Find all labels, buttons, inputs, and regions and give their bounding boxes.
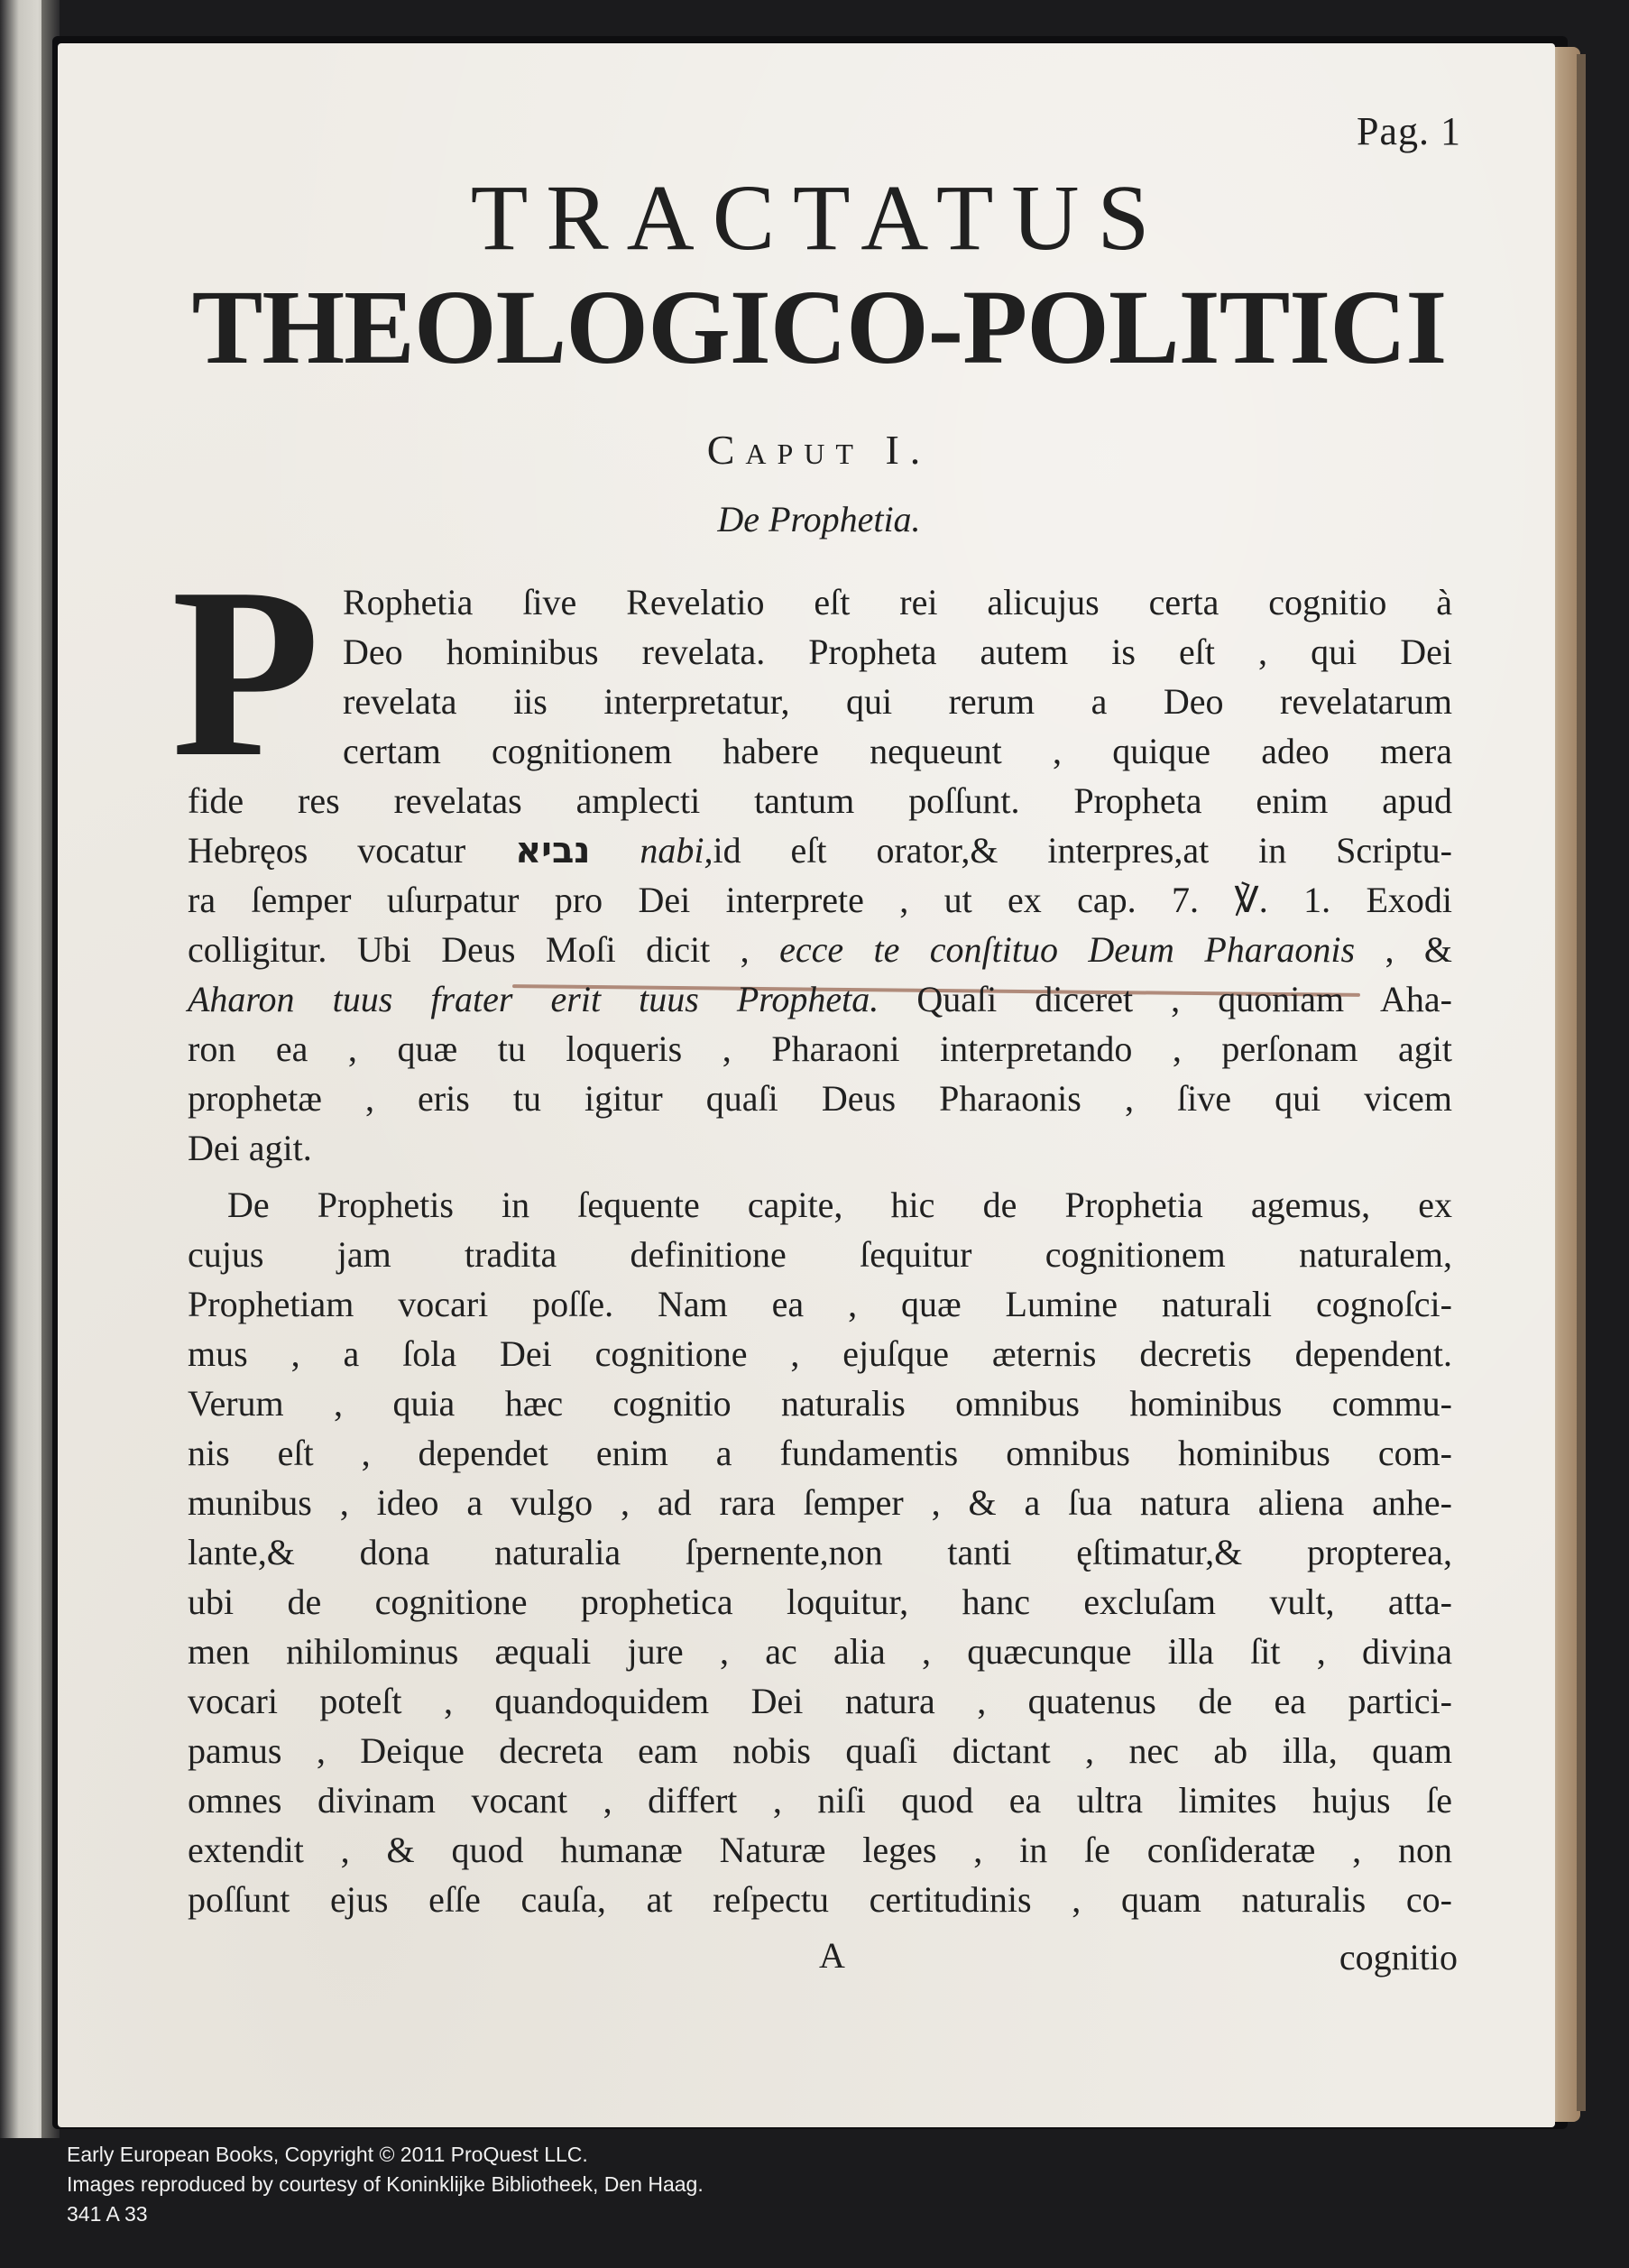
p1-line-11: prophetæ , eris tu igitur quaſi Deus Pharaonis , ſive qui vicem: [188, 1078, 1452, 1119]
catchword: cognitio: [1339, 1937, 1458, 1978]
p2-line-10: men nihilominus æquali jure , ac alia , quæcunque illa ſit , divina: [188, 1631, 1452, 1672]
p1-line-7: ra ſemper uſurpatur pro Dei interprete , ut ex cap. 7. ℣. 1. Exodi: [188, 880, 1452, 920]
p1-line-9: [188, 979, 1452, 1019]
p2-line-11: vocari poteſt , quandoquidem Dei natura , quatenus de ea partici-: [188, 1681, 1452, 1721]
footer-line-2: Images reproduced by courtesy of Koninklijke Bibliotheek, Den Haag.: [67, 2172, 704, 2196]
p1-line-2: Deo hominibus revelata. Propheta autem is eſt , qui Dei: [343, 632, 1452, 672]
p2-line-2: cujus jam tradita definitione ſequitur cognitionem naturalem,: [188, 1234, 1452, 1275]
p2-line-8: lante,& dona naturalia ſpernente,non tanti ęſtimatur,& propterea,: [188, 1532, 1452, 1572]
footer-line-3: 341 A 33: [67, 2202, 148, 2226]
p2-line-7: munibus , ideo a vulgo , ad rara ſemper , & a ſua natura aliena anhe-: [188, 1482, 1452, 1523]
p2-line-15: poſſunt ejus eſſe cauſa, at reſpectu certitudinis , quam naturalis co-: [188, 1879, 1452, 1920]
signature-mark: A: [819, 1935, 845, 1976]
p1-line-12: Dei agit.: [188, 1128, 312, 1168]
p1-line-1: Rophetia ſive Revelatio eſt rei alicujus certa cognitio à: [343, 582, 1452, 622]
p1-line-4: certam cognitionem habere nequeunt , quique adeo mera: [343, 731, 1452, 771]
p1-line-6b: nabi,: [590, 830, 713, 871]
p1-line-8b: ecce te conſtituo Deum Pharaonis: [779, 929, 1356, 970]
p1-line-10: ron ea , quæ tu loqueris , Pharaoni interpretando , perſonam agit: [188, 1028, 1452, 1069]
p1-line-8c: , &: [1355, 929, 1453, 970]
p2-line-4: mus , a ſola Dei cognitione , ejuſque æternis decretis dependent.: [188, 1333, 1452, 1374]
p1-line-5: fide res revelatas amplecti tantum poſſunt. Propheta enim apud: [188, 780, 1452, 821]
p1-line-6: [188, 830, 1452, 871]
chapter-heading: Caput I.: [706, 427, 932, 473]
p1-line-6a: Hebręos vocatur: [188, 830, 516, 871]
footer-line-1: Early European Books, Copyright © 2011 ProQuest LLC.: [67, 2143, 588, 2166]
hebrew-word: נביא: [515, 830, 591, 871]
p1-line-9a: Aharon tuus frater erit tuus Propheta.: [188, 979, 879, 1019]
p1-line-8: [188, 929, 1453, 970]
p2-line-1: De Prophetis in ſequente capite, hic de Prophetia agemus, ex: [227, 1185, 1452, 1225]
title-line-2: THEOLOGICO-POLITICI: [191, 268, 1447, 386]
title-line-1: TRACTATUS: [470, 166, 1168, 270]
p1-line-3: revelata iis interpretatur, qui rerum a Deo revelatarum: [343, 681, 1452, 722]
p2-line-13: omnes divinam vocant , differt , niſi quod ea ultra limites hujus ſe: [188, 1780, 1452, 1821]
p2-line-12: pamus , Deique decreta eam nobis quaſi dictant , nec ab illa, quam: [188, 1730, 1452, 1771]
p2-line-14: extendit , & quod humanæ Naturæ leges , in ſe conſideratæ , non: [188, 1830, 1452, 1870]
p1-line-8a: colligitur. Ubi Deus Moſi dicit ,: [188, 929, 780, 970]
p1-line-6c: id eſt orator,& interpres,at in Scriptu-: [713, 830, 1452, 871]
p1-line-9b: Quaſi diceret , quoniam Aha-: [879, 979, 1452, 1019]
page-fore-edge-dark: [1577, 54, 1586, 2111]
drop-cap: P: [171, 538, 320, 807]
p2-line-5: Verum , quia hæc cognitio naturalis omnibus hominibus commu-: [188, 1383, 1452, 1424]
p2-line-6: nis eſt , dependet enim a fundamentis omnibus hominibus com-: [188, 1433, 1452, 1473]
p2-line-3: Prophetiam vocari poſſe. Nam ea , quæ Lumine naturali cognoſci-: [188, 1284, 1452, 1324]
p2-line-9: ubi de cognitione prophetica loquitur, hanc excluſam vult, atta-: [188, 1581, 1452, 1622]
copyright-footer: [67, 2140, 704, 2229]
chapter-subtitle: De Prophetia.: [717, 499, 921, 539]
page-number: Pag. 1: [1357, 109, 1461, 153]
